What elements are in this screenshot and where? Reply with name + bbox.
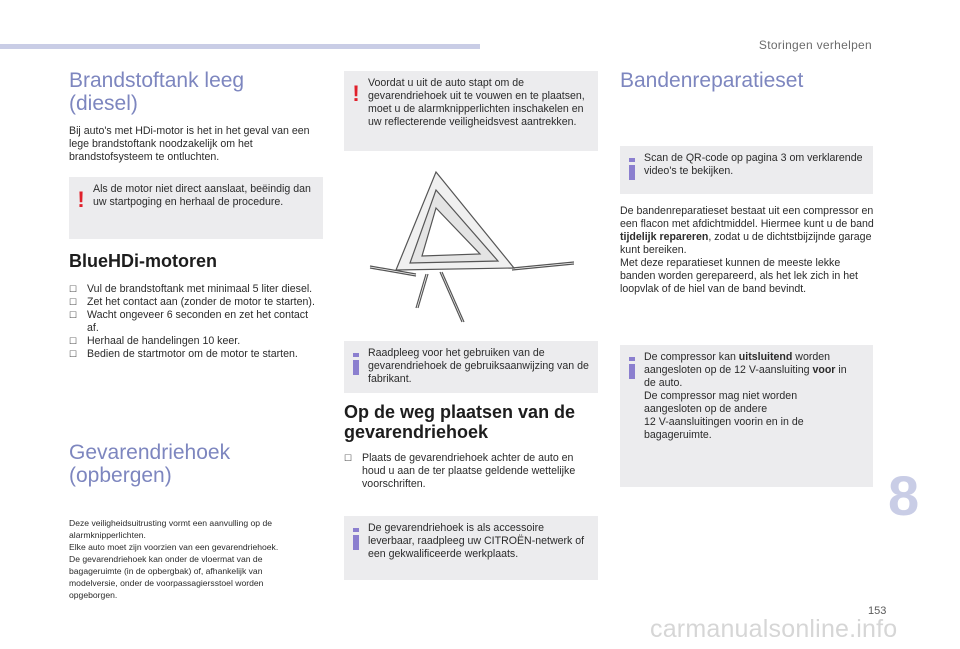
warning-box-motor [69, 177, 323, 239]
list-item: ☐ Wacht ongeveer 6 seconden en zet het contact af. [69, 309, 309, 334]
title-line-1: Gevarendriehoek [69, 441, 231, 464]
exclamation-icon: ! [77, 187, 85, 212]
text-line: Deze veiligheidsuitrusting vormt een aanvulling op de [69, 518, 273, 528]
info-icon [628, 158, 636, 180]
title-bandenreparatieset: Bandenreparatieset [620, 69, 804, 92]
bullet-icon: ☐ [69, 336, 78, 346]
list-item: ☐ Bedien de startmotor om de motor te starten. [69, 348, 298, 360]
bullet-icon: ☐ [344, 453, 353, 463]
exclamation-icon: ! [352, 81, 360, 106]
running-header: Storingen verhelpen [758, 38, 872, 52]
bullet-icon: ☐ [69, 349, 78, 359]
info-box-accessory [344, 516, 598, 580]
info-box-compressor [620, 345, 873, 487]
text-line: alarmknipperlichten. [69, 530, 146, 540]
subtitle-op-de-weg [344, 402, 575, 442]
text-line: bagageruimte (in de opbergbak) of, afhankelijk van [69, 566, 263, 576]
text-line: De gevarendriehoek kan onder de vloermat van de [69, 554, 263, 564]
bullet-icon: ☐ [69, 310, 78, 320]
info-text: Scan de QR-code op pagina 3 om verklarende video's te bekijken. [644, 152, 863, 177]
warning-triangle-illustration [362, 162, 584, 330]
info-box-qr [620, 146, 873, 194]
title-gevarendriehoek-opbergen [69, 441, 230, 487]
warning-box-vest [344, 71, 598, 151]
list-item: ☐ Vul de brandstoftank met minimaal 5 liter diesel. [69, 283, 313, 295]
intro-paragraph: Bij auto's met HDi-motor is het in het geval van een lege brandstoftank noodzakelijk om het brandstofsysteem te ontluchten. [69, 125, 310, 163]
subtitle-bluehdi: BlueHDi-motoren [69, 251, 217, 271]
list-item: ☐ Herhaal de handelingen 10 keer. [69, 335, 241, 347]
emphasis: tijdelijk repareren [620, 231, 709, 243]
info-icon [352, 528, 360, 550]
page-number: 153 [868, 605, 887, 617]
list-item: ☐ Zet het contact aan (zonder de motor te starten). [69, 296, 315, 308]
title-line-2: (opbergen) [69, 464, 172, 487]
storage-info-text [69, 517, 329, 601]
top-accent-bar [0, 44, 480, 49]
warning-text: Voordat u uit de auto stapt om de gevarendriehoek uit te vouwen en te plaatsen, moet u de alarmknipperlichten inschakelen en uw reflecterende veiligheidsvest aantrekken. [368, 77, 585, 128]
title-line-1: Brandstoftank leeg [69, 69, 245, 92]
bullet-icon: ☐ [69, 297, 78, 307]
warning-text: Als de motor niet direct aanslaat, beëindig dan uw startpoging en herhaal de procedure. [93, 183, 311, 208]
info-text: De gevarendriehoek is als accessoire leverbaar, raadpleeg uw CITROËN-netwerk of een gekwalificeerde werkplaats. [368, 522, 585, 560]
info-box-manufacturer [344, 341, 598, 393]
subtitle-line-2: gevarendriehoek [344, 422, 489, 442]
repair-kit-description: De bandenreparatieset bestaat uit een compressor en een flacon met afdichtmiddel. Hiermee kunt u de band tijdelijk repareren, zodat u de dichtstbijzijnde garage kunt bereiken. Met deze reparatieset kunnen de meeste lekke banden worden gerepareerd, als het lek zich in het loopvlak of de hiel van de band bevindt. [620, 205, 874, 295]
title-brandstoftank [69, 69, 244, 115]
placement-list [344, 452, 596, 491]
watermark: carmanualsonline.info [650, 615, 898, 643]
subtitle-line-1: Op de weg plaatsen van de [344, 402, 576, 422]
steps-list [69, 283, 319, 361]
list-item: ☐ Plaats de gevarendriehoek achter de auto en houd u aan de ter plaatse geldende wettelijke voorschriften. [344, 452, 576, 490]
info-text: Raadpleeg voor het gebruiken van de gevarendriehoek de gebruiksaanwijzing van de fabrikant. [368, 347, 589, 385]
chapter-number: 8 [888, 464, 920, 527]
info-text: De compressor kan uitsluitend worden aangesloten op de 12 V-aansluiting voor in de auto. De compressor mag niet worden aangesloten op de andere 12 V-aansluitingen voorin en in de bagageruimte. [644, 351, 847, 441]
info-icon [352, 353, 360, 375]
text-line: modelversie, onder de voorpassagiersstoel worden [69, 578, 264, 588]
text-line: opgeborgen. [69, 590, 118, 600]
info-icon [628, 357, 636, 379]
title-line-2: (diesel) [69, 92, 138, 115]
text-line: Elke auto moet zijn voorzien van een gevarendriehoek. [69, 542, 279, 552]
bullet-icon: ☐ [69, 284, 78, 294]
